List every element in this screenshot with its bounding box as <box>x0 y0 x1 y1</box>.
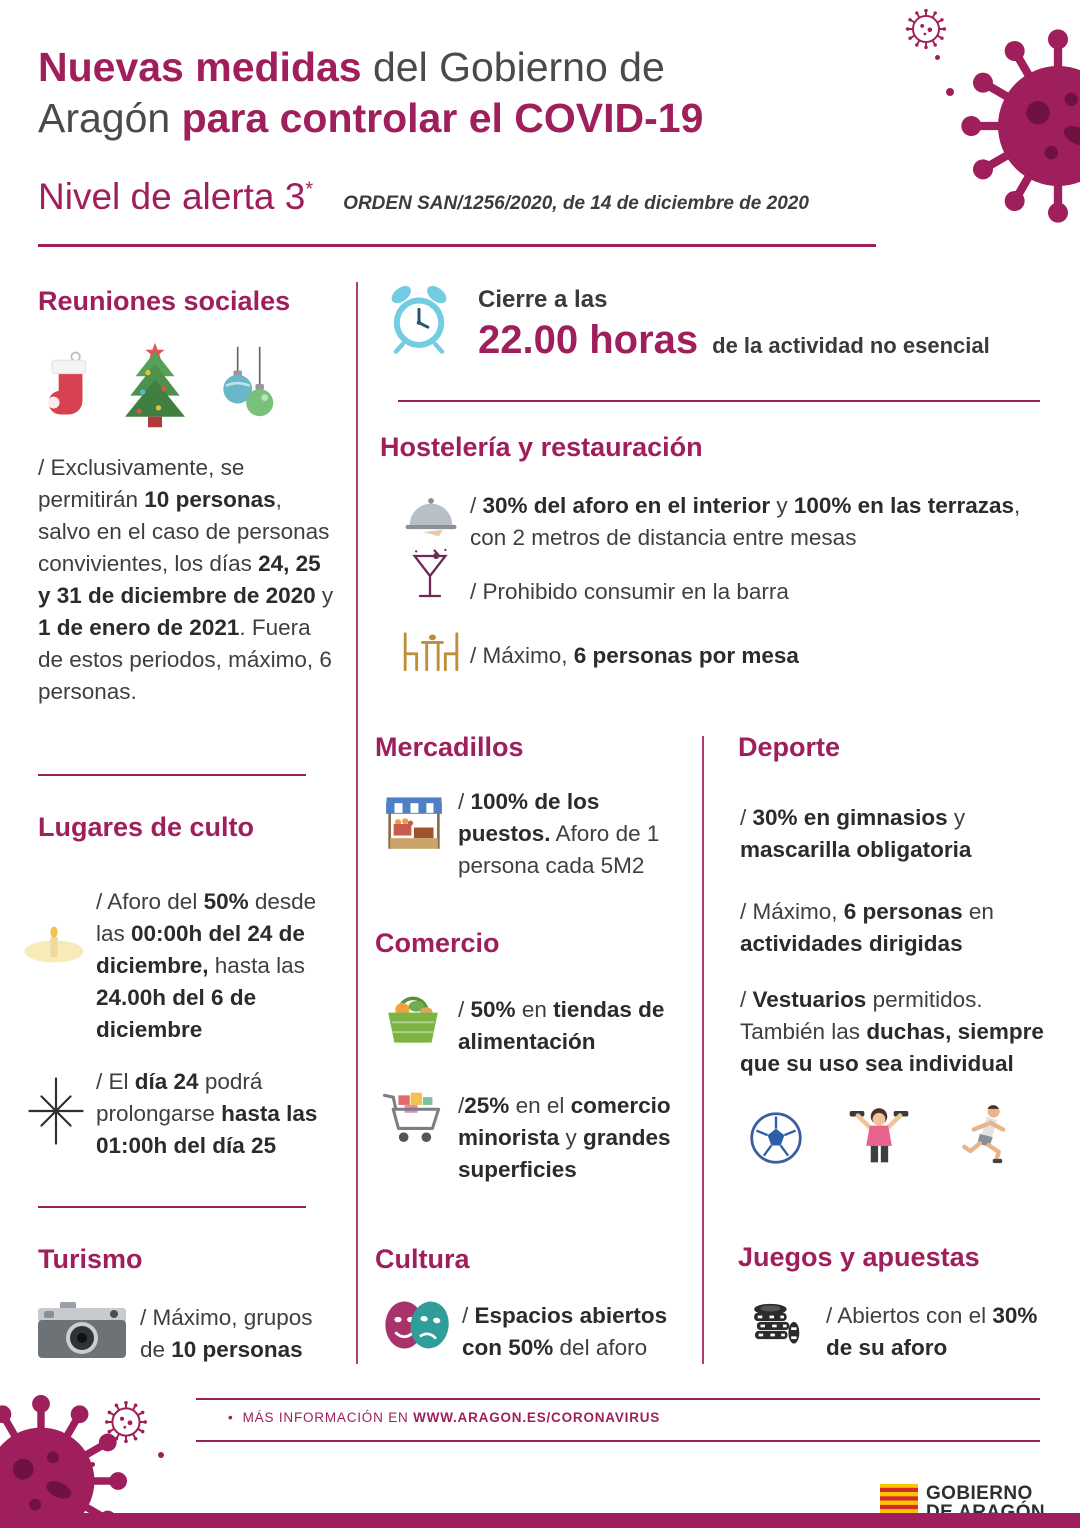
turismo-text: / Máximo, grupos de 10 personas <box>140 1305 313 1362</box>
closure-intro: Cierre a las <box>478 286 608 313</box>
baubles-icon <box>214 344 280 430</box>
logo-line-1: GOBIERNO <box>926 1483 1033 1504</box>
order-reference: ORDEN SAN/1256/2020, de 14 de diciembre de 2020 <box>343 193 809 214</box>
decor-dot <box>90 1462 95 1467</box>
closure-time: 22.00 horas <box>478 318 699 362</box>
cultura-text: / Espacios abiertos con 50% del aforo <box>462 1303 668 1360</box>
section-title-deporte: Deporte <box>738 732 841 762</box>
mercadillos-text: / 100% de los puestos. Aforo de 1 persona cada 5M2 <box>458 789 660 878</box>
comercio-item-text: / 50% en tiendas de alimentación <box>458 997 665 1054</box>
bottom-bar <box>0 1513 1080 1528</box>
christmas-icons-row <box>40 336 280 430</box>
closure-scope: de la actividad no esencial <box>712 333 990 358</box>
section-title-cultura: Cultura <box>375 1244 470 1274</box>
football-icon <box>748 1110 804 1166</box>
page-title: Nuevas medidas del Gobierno de Aragón para controlar el COVID-19 <box>38 44 704 141</box>
section-title-culto: Lugares de culto <box>38 812 255 842</box>
cocktail-icon <box>410 548 450 604</box>
footer-info-prefix: MÁS INFORMACIÓN EN <box>242 1410 414 1425</box>
alert-level: Nivel de alerta 3* <box>38 176 314 217</box>
section-title-juegos: Juegos y apuestas <box>738 1242 980 1272</box>
decor-dot <box>935 55 940 60</box>
poker-chips-icon <box>746 1292 802 1350</box>
header-divider <box>38 244 876 247</box>
theater-masks-icon <box>379 1296 455 1354</box>
left-divider-2 <box>38 1206 306 1208</box>
hosteleria-item-text: / Prohibido consumir en la barra <box>470 579 789 604</box>
column-divider-left <box>356 282 358 1364</box>
stocking-icon <box>40 348 96 430</box>
comercio-item-text: /25% en el comercio minorista y grandes superficies <box>458 1093 671 1182</box>
footer-info-link[interactable]: WWW.ARAGON.ES/CORONAVIRUS <box>413 1410 661 1425</box>
footer-bullet: • <box>228 1410 234 1425</box>
section-title-hosteleria: Hostelería y restauración <box>380 432 703 462</box>
decor-dot <box>946 88 954 96</box>
deporte-item-text: / Vestuarios permitidos. También las duchas, siempre que su uso sea individual <box>740 987 1044 1076</box>
shopping-cart-icon <box>381 1086 449 1150</box>
column-divider-right <box>702 736 704 1364</box>
grocery-basket-icon <box>381 986 445 1048</box>
culto-item-text: / Aforo del 50% desde las 00:00h del 24 de diciembre, hasta las 24.00h del 6 de diciembre <box>96 889 317 1042</box>
section-title-comercio: Comercio <box>375 928 500 958</box>
christmas-tree-icon <box>118 340 192 430</box>
alert-row <box>38 176 809 218</box>
closure-divider <box>398 400 1040 402</box>
reuniones-body: / Exclusivamente, se permitirán 10 personas, salvo en el caso de personas convivientes, los días 24, 25 y 31 de diciembre de 2020 y 1 de enero de 2021. Fuera de estos periodos, máximo, 6 personas. <box>38 455 334 704</box>
footer-divider-bottom <box>196 1440 1040 1442</box>
culto-item-text: / El día 24 podrá prolongarse hasta las 01:00h del día 25 <box>96 1069 318 1158</box>
left-divider-1 <box>38 774 306 776</box>
candle-icon <box>20 922 88 968</box>
virus-icon <box>958 26 1080 226</box>
running-icon <box>954 1100 1016 1166</box>
alarm-clock-icon <box>382 282 456 356</box>
closure-block <box>478 286 990 363</box>
market-stall-icon <box>383 792 445 856</box>
deporte-item-text: / Máximo, 6 personas en actividades dirigidas <box>740 899 994 956</box>
star-icon <box>26 1074 86 1148</box>
camera-icon <box>36 1300 128 1362</box>
virus-icon <box>903 6 949 52</box>
virus-icon <box>102 1398 150 1446</box>
decor-dot <box>158 1452 164 1458</box>
footer-info <box>228 1410 660 1425</box>
deporte-item-text: / 30% en gimnasios y mascarilla obligatoria <box>740 805 972 862</box>
juegos-text: / Abiertos con el 30% de su aforo <box>826 1303 1038 1360</box>
section-title-mercadillos: Mercadillos <box>375 732 524 762</box>
table-chairs-icon <box>398 628 464 674</box>
sports-icons-row <box>748 1098 1016 1166</box>
section-title-reuniones: Reuniones sociales <box>38 286 291 316</box>
footer-divider-top <box>196 1398 1040 1400</box>
hosteleria-item-text: / Máximo, 6 personas por mesa <box>470 643 799 668</box>
hosteleria-item-text: / 30% del aforo en el interior y 100% en las terrazas, con 2 metros de distancia entre mesas <box>470 493 1021 550</box>
weightlifting-icon <box>846 1100 912 1166</box>
cloche-icon <box>402 492 460 538</box>
section-title-turismo: Turismo <box>38 1244 143 1274</box>
alert-asterisk: * <box>305 178 314 201</box>
